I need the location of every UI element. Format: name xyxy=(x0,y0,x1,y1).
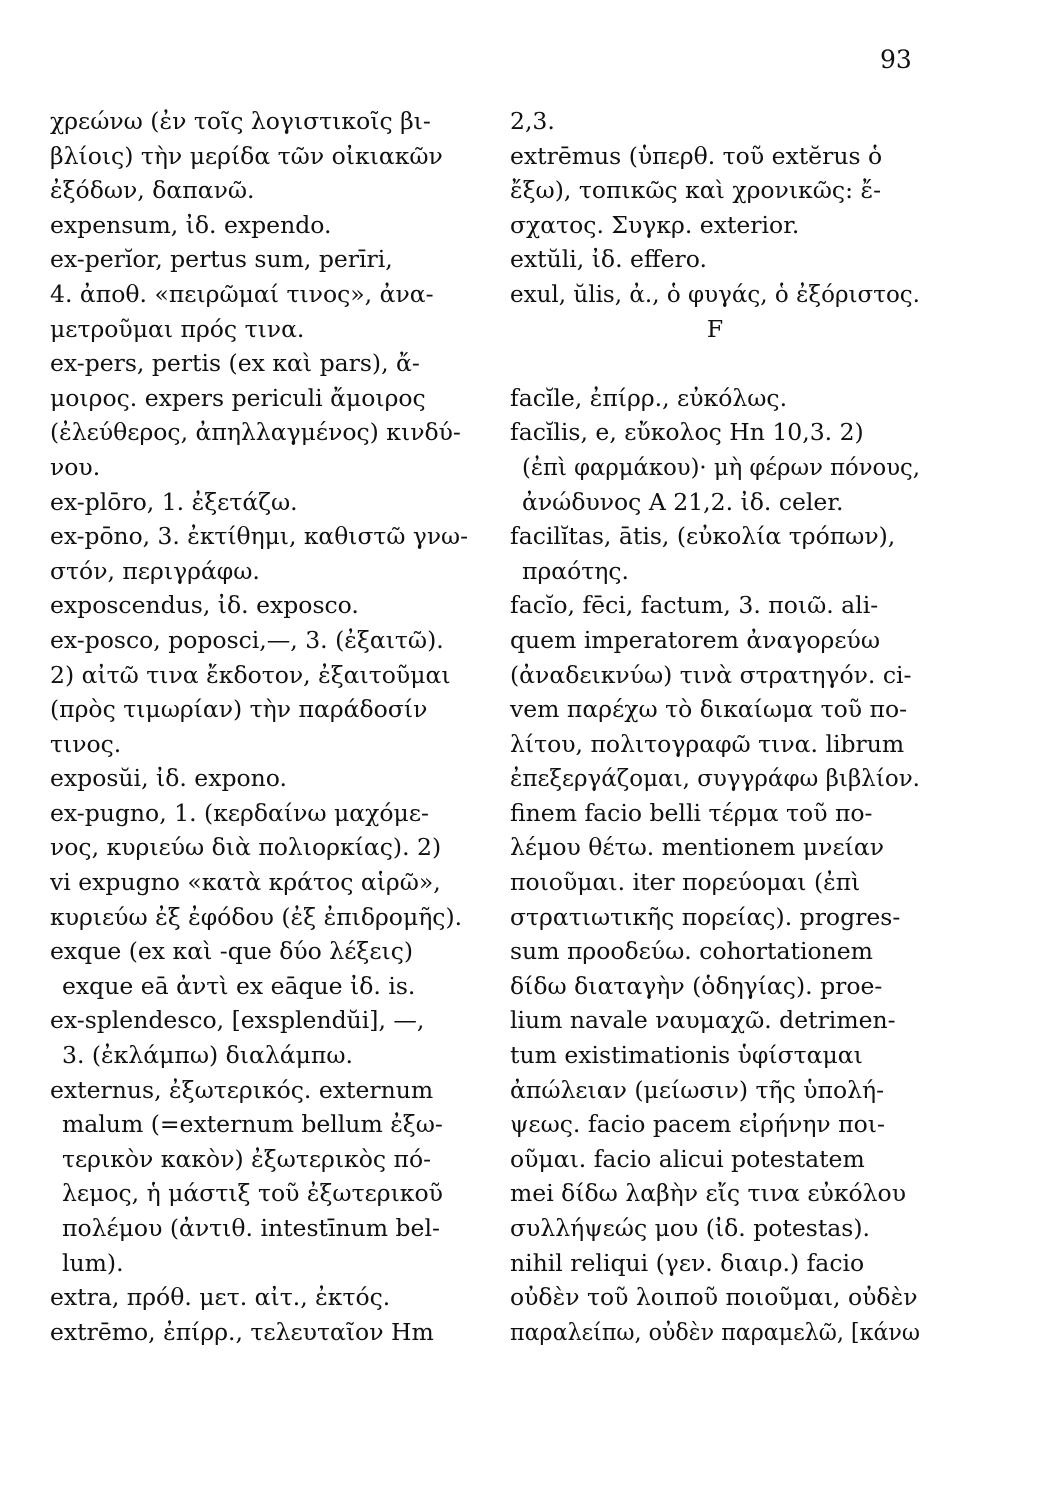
text-line: ποιοῦμαι. iter πορεύομαι (ἐπὶ xyxy=(510,868,861,897)
text-line: νου. xyxy=(50,452,101,481)
text-line: ἀπώλειαν (μείωσιν) τῆς ὑπολή- xyxy=(510,1075,885,1104)
text-line: exque eā ἀντὶ ex eāque ἰδ. is. xyxy=(62,971,416,1000)
text-line: vi expugno «κατὰ κράτος αἱρῶ», xyxy=(50,868,441,897)
text-line: νος, κυριεύω διὰ πολιορκίας). 2) xyxy=(50,833,442,862)
text-line: στρατιωτικῆς πορείας). progres- xyxy=(510,902,901,931)
text-line: οῦμαι. facio alicui potestatem xyxy=(510,1144,865,1173)
text-line: (πρὸς τιμωρίαν) τὴν παράδοσίν xyxy=(50,695,428,724)
text-line: λίτου, πολιτογραφῶ τινα. librum xyxy=(510,729,905,758)
text-line: malum (=externum bellum ἐξω- xyxy=(62,1110,443,1139)
text-line: extrēmus (ὑπερθ. τοῦ extĕrus ὁ xyxy=(510,141,883,170)
text-line: ex-pōno, 3. ἐκτίθημι, καθιστῶ γνω- xyxy=(50,522,468,551)
text-line: mei δίδω λαβὴν εἴς τινα εὐκόλου xyxy=(510,1179,906,1208)
text-line: κυριεύω ἐξ ἐφόδου (ἐξ ἐπιδρομῆς). xyxy=(50,902,463,931)
text-line: χρεώνω (ἐν τοῖς λογιστικοῖς βι- xyxy=(50,107,431,135)
text-line: quem imperatorem ἀναγορεύω xyxy=(510,625,880,654)
text-line: exposŭi, ἰδ. expono. xyxy=(50,764,287,793)
text-line: ψεως. facio pacem εἰρήνην ποι- xyxy=(510,1110,885,1139)
text-line: exposcendus, ἰδ. exposco. xyxy=(50,591,359,620)
text-line: exul, ŭlis, ἀ., ὁ φυγάς, ὁ ἐξόριστος. xyxy=(510,279,920,308)
text-line: ἀνώδυνος A 21,2. ἰδ. celer. xyxy=(522,487,844,516)
text-line: ex-pugno, 1. (κερδαίνω μαχόμε- xyxy=(50,798,429,827)
right-column xyxy=(510,104,920,1349)
text-line xyxy=(510,346,920,381)
text-line: exque (ex καὶ -que δύο λέξεις) xyxy=(50,937,414,966)
text-line: τερικὸν κακὸν) ἐξωτερικὸς πό- xyxy=(62,1144,432,1173)
text-line: παραλείπω, οὐδὲν παραμελῶ, [κάνω xyxy=(510,1317,920,1346)
text-line: facĭlis, e, εὔκολος Hn 10,3. 2) xyxy=(510,418,864,447)
text-line: extŭli, ἰδ. effero. xyxy=(510,245,707,274)
text-line: δίδω διαταγὴν (ὁδηγίας). proe- xyxy=(510,971,883,1000)
text-line: μοιρος. expers periculi ἄμοιρος xyxy=(50,383,426,412)
text-line: ex-perĭor, pertus sum, perīri, xyxy=(50,245,393,274)
text-line: tum existimationis ὑφίσταμαι xyxy=(510,1041,863,1070)
text-line: facĭo, fēci, factum, 3. ποιῶ. ali- xyxy=(510,591,879,620)
text-line: τινος. xyxy=(50,729,122,758)
text-line: (ἐλεύθερος, ἀπηλλαγμένος) κινδύ- xyxy=(50,418,461,447)
text-line: πολέμου (ἀντιθ. intestīnum bel- xyxy=(62,1214,440,1242)
text-line: μετροῦμαι πρός τινα. xyxy=(50,314,305,343)
text-line: (ἐπὶ φαρμάκου)· μὴ φέρων πόνους, xyxy=(522,452,920,481)
text-line: σχατος. Συγκρ. exterior. xyxy=(510,210,800,239)
text-line: λεμος, ἡ μάστιξ τοῦ ἐξωτερικοῦ xyxy=(62,1179,443,1208)
page-number: 93 xyxy=(880,45,912,74)
text-line: ἔξω), τοπικῶς καὶ χρονικῶς: ἔ- xyxy=(510,176,882,205)
text-line: F xyxy=(706,314,724,343)
text-line: λέμου θέτω. mentionem μνείαν xyxy=(510,833,885,862)
text-line: ex-pers, pertis (ex καὶ pars), ἄ- xyxy=(50,349,420,378)
text-line: πραότης. xyxy=(522,556,629,585)
text-line: expensum, ἰδ. expendo. xyxy=(50,210,332,239)
text-line: 3. (ἐκλάμπω) διαλάμπω. xyxy=(62,1041,353,1070)
text-line: (ἀναδεικνύω) τινὰ στρατηγόν. ci- xyxy=(510,660,912,689)
text-line: facĭle, ἐπίρρ., εὐκόλως. xyxy=(510,383,788,412)
text-line: 4. ἀποθ. «πειρῶμαί τινος», ἀνα- xyxy=(50,279,434,308)
text-line: 2,3. xyxy=(510,107,555,135)
text-line: οὐδὲν τοῦ λοιποῦ ποιοῦμαι, οὐδὲν xyxy=(510,1283,918,1312)
left-column xyxy=(50,104,468,1349)
text-line: extra, πρόθ. μετ. αἰτ., ἐκτός. xyxy=(50,1283,391,1312)
text-line: ex-plōro, 1. ἐξετάζω. xyxy=(50,487,298,516)
text-line: sum προοδεύω. cohortationem xyxy=(510,937,873,966)
text-line: στόν, περιγράφω. xyxy=(50,556,260,585)
text-line: extrēmo, ἐπίρρ., τελευταῖον Hm xyxy=(50,1317,434,1346)
text-line: ἐπεξεργάζομαι, συγγράφω βιβλίον. xyxy=(510,764,920,793)
text-line: 2) αἰτῶ τινα ἔκδοτον, ἐξαιτοῦμαι xyxy=(50,660,451,689)
text-line: συλλήψεώς μου (ἰδ. potestas). xyxy=(510,1214,870,1242)
text-line: vem παρέχω τὸ δικαίωμα τοῦ πο- xyxy=(510,695,908,724)
text-line: ex-posco, poposci,—, 3. (ἐξαιτῶ). xyxy=(50,625,444,654)
text-line: ἐξόδων, δαπανῶ. xyxy=(50,176,255,205)
text-line: nihil reliqui (γεν. διαιρ.) facio xyxy=(510,1248,865,1277)
text-line: βλίοις) τὴν μερίδα τῶν οἰκιακῶν xyxy=(50,141,443,170)
text-line: facilĭtas, ātis, (εὐκολία τρόπων), xyxy=(510,522,896,551)
text-line: externus, ἐξωτερικός. externum xyxy=(50,1075,434,1104)
text-line: finem facio belli τέρμα τοῦ πο- xyxy=(510,798,873,827)
text-line: ex-splendesco, [exsplendŭi], —, xyxy=(50,1006,425,1035)
text-line: lum). xyxy=(62,1248,124,1277)
text-line: lium navale ναυμαχῶ. detrimen- xyxy=(510,1006,896,1035)
